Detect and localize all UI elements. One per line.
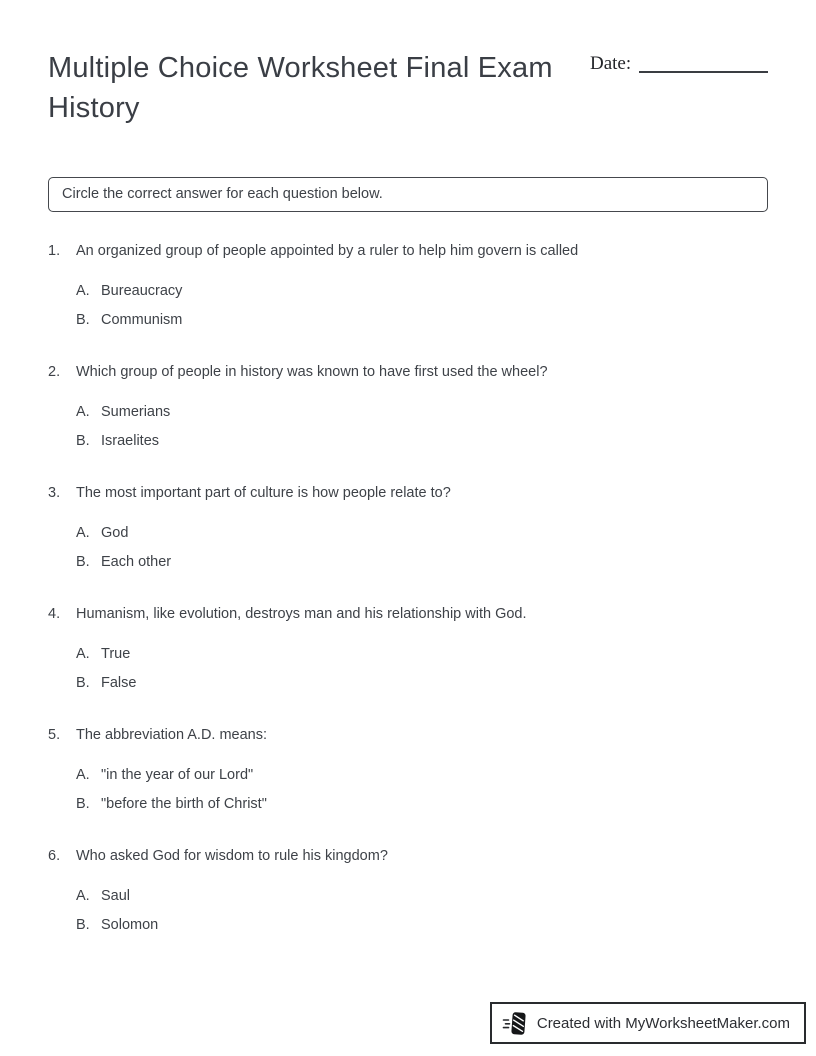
option-text: False [101,675,137,691]
options-list [76,765,768,814]
option-text: God [101,525,129,541]
question-text: Who asked God for wisdom to rule his kingdom? [76,848,388,864]
question-number: 3. [48,485,61,501]
answer-option [76,673,768,693]
question-line [48,241,768,262]
option-text: Solomon [101,917,159,933]
option-text: Bureaucracy [101,283,183,299]
worksheet-header [48,48,768,128]
answer-option [76,402,768,422]
question-text: An organized group of people appointed by a ruler to help him govern is called [76,243,579,259]
question-line [48,604,768,625]
option-letter: B. [76,917,90,933]
questions-list [48,241,768,967]
option-letter: B. [76,675,90,691]
question-block [48,846,768,935]
option-text: True [101,646,131,662]
options-list [76,281,768,330]
question-block [48,725,768,814]
option-letter: A. [76,767,90,783]
question-block [48,483,768,572]
question-text: The abbreviation A.D. means: [76,727,268,743]
question-number: 1. [48,243,61,259]
answer-option [76,552,768,572]
question-number: 6. [48,848,61,864]
question-block [48,362,768,451]
instructions-box [48,177,768,212]
question-line [48,362,768,383]
answer-option [76,765,768,785]
answer-option [76,644,768,664]
option-letter: B. [76,433,90,449]
page-title: Multiple Choice Worksheet Final Exam History [48,52,553,124]
date-field [590,53,768,75]
instructions-text: Circle the correct answer for each question below. [62,186,383,202]
options-list [76,644,768,693]
created-with-badge[interactable] [490,1002,806,1044]
option-text: Saul [101,888,131,904]
option-letter: A. [76,525,90,541]
question-number: 2. [48,364,61,380]
option-letter: B. [76,554,90,570]
option-letter: A. [76,404,90,420]
option-letter: B. [76,796,90,812]
answer-option [76,886,768,906]
question-block [48,604,768,693]
option-text: Israelites [101,433,160,449]
question-line [48,725,768,746]
question-number: 5. [48,727,61,743]
options-list [76,886,768,935]
option-text: Each other [101,554,172,570]
badge-text: Created with MyWorksheetMaker.com [536,1014,790,1032]
answer-option [76,310,768,330]
option-letter: A. [76,283,90,299]
option-text: "in the year of our Lord" [101,767,254,783]
date-label: Date: [590,53,632,74]
option-letter: A. [76,888,90,904]
answer-option [76,281,768,301]
question-text: Humanism, like evolution, destroys man and his relationship with God. [76,606,527,622]
option-text: Communism [101,312,183,328]
option-text: "before the birth of Christ" [101,796,267,812]
option-letter: A. [76,646,90,662]
answer-option [76,523,768,543]
options-list [76,523,768,572]
question-text: Which group of people in history was known to have first used the wheel? [76,364,548,380]
question-text: The most important part of culture is how people relate to? [76,485,451,501]
date-blank-line [639,53,768,73]
option-letter: B. [76,312,90,328]
question-line [48,483,768,504]
question-block [48,241,768,330]
answer-option [76,794,768,814]
question-line [48,846,768,867]
flying-worksheet-icon [502,1010,529,1037]
question-number: 4. [48,606,61,622]
option-text: Sumerians [101,404,171,420]
options-list [76,402,768,451]
answer-option [76,431,768,451]
answer-option [76,915,768,935]
